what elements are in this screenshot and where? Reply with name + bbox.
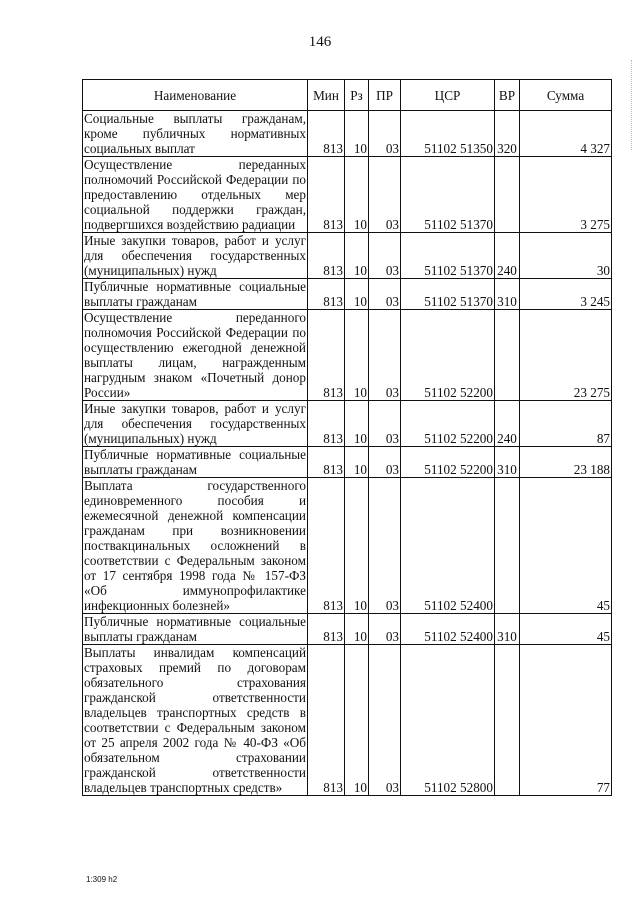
page-number: 146	[308, 34, 332, 50]
row-rz: 10	[345, 157, 369, 233]
table-header-row	[83, 80, 612, 111]
row-rz: 10	[345, 233, 369, 279]
row-vr: 310	[495, 447, 520, 478]
row-min: 813	[308, 310, 345, 401]
row-csr: 51102 52200	[401, 401, 495, 447]
row-name: Социальные выплаты гражданам, кроме публичных нормативных социальных выплат	[84, 111, 306, 156]
row-sum: 23 275	[520, 310, 612, 401]
table-row	[83, 157, 612, 233]
table-row	[83, 645, 612, 796]
row-min: 813	[308, 645, 345, 796]
header-csr: ЦСР	[401, 80, 495, 111]
row-min: 813	[308, 478, 345, 614]
row-rz: 10	[345, 645, 369, 796]
row-name: Публичные нормативные социальные выплаты гражданам	[84, 279, 306, 309]
row-sum: 23 188	[520, 447, 612, 478]
row-csr: 51102 52200	[401, 447, 495, 478]
row-csr: 51102 52400	[401, 614, 495, 645]
scan-artifact	[631, 60, 634, 150]
row-sum: 3 275	[520, 157, 612, 233]
row-csr: 51102 51370	[401, 233, 495, 279]
row-vr: 320	[495, 111, 520, 157]
row-min: 813	[308, 447, 345, 478]
row-sum: 87	[520, 401, 612, 447]
row-pr: 03	[369, 233, 401, 279]
row-rz: 10	[345, 111, 369, 157]
row-csr: 51102 52200	[401, 310, 495, 401]
row-sum: 45	[520, 614, 612, 645]
table-row	[83, 447, 612, 478]
row-min: 813	[308, 157, 345, 233]
table-row	[83, 614, 612, 645]
table-row	[83, 310, 612, 401]
row-pr: 03	[369, 111, 401, 157]
row-min: 813	[308, 614, 345, 645]
row-name: Осуществление переданных полномочий Российской Федерации по предоставлению отдельных мер социальной поддержки граждан, подвергшихся воздействию радиации	[84, 157, 306, 232]
row-pr: 03	[369, 401, 401, 447]
row-csr: 51102 51350	[401, 111, 495, 157]
row-min: 813	[308, 233, 345, 279]
row-min: 813	[308, 401, 345, 447]
row-pr: 03	[369, 645, 401, 796]
row-pr: 03	[369, 478, 401, 614]
row-name: Публичные нормативные социальные выплаты гражданам	[84, 614, 306, 644]
row-name: Иные закупки товаров, работ и услуг для обеспечения государственных (муниципальных) нужд	[84, 233, 306, 278]
header-pr: ПР	[369, 80, 401, 111]
row-rz: 10	[345, 401, 369, 447]
row-rz: 10	[345, 279, 369, 310]
row-vr	[495, 310, 520, 401]
row-pr: 03	[369, 310, 401, 401]
header-vr: ВР	[495, 80, 520, 111]
table-row	[83, 233, 612, 279]
row-vr: 310	[495, 614, 520, 645]
row-sum: 30	[520, 233, 612, 279]
header-min: Мин	[308, 80, 345, 111]
row-pr: 03	[369, 447, 401, 478]
row-min: 813	[308, 279, 345, 310]
table-row	[83, 401, 612, 447]
row-name: Иные закупки товаров, работ и услуг для обеспечения государственных (муниципальных) нужд	[84, 401, 306, 446]
header-name: Наименование	[83, 80, 308, 111]
row-vr: 240	[495, 233, 520, 279]
row-csr: 51102 52400	[401, 478, 495, 614]
row-rz: 10	[345, 310, 369, 401]
row-vr	[495, 478, 520, 614]
row-vr	[495, 645, 520, 796]
row-vr: 310	[495, 279, 520, 310]
row-rz: 10	[345, 447, 369, 478]
row-rz: 10	[345, 478, 369, 614]
budget-table	[82, 79, 612, 796]
row-csr: 51102 51370	[401, 279, 495, 310]
header-sum: Сумма	[520, 80, 612, 111]
row-sum: 77	[520, 645, 612, 796]
row-vr	[495, 157, 520, 233]
row-rz: 10	[345, 614, 369, 645]
row-pr: 03	[369, 157, 401, 233]
row-csr: 51102 52800	[401, 645, 495, 796]
row-name: Осуществление переданного полномочия Российской Федерации по осуществлению ежегодной денежной выплаты лицам, награжденным нагрудным знаком «Почетный донор России»	[84, 310, 306, 400]
row-sum: 45	[520, 478, 612, 614]
table-row	[83, 279, 612, 310]
row-name: Выплаты инвалидам компенсаций страховых премий по договорам обязательного страхования гражданской ответственности владельцев транспортных средств в соответствии с Федеральным законом от 25 апреля 2002 года № 40-ФЗ «Об обязательном страховании гражданской ответственности владельцев транспортных средств»	[84, 645, 306, 795]
table-row	[83, 111, 612, 157]
table-row	[83, 478, 612, 614]
header-rz: Рз	[345, 80, 369, 111]
row-name: Выплата государственного единовременного пособия и ежемесячной денежной компенсации гражданам при возникновении поствакцинальных осложнений в соответствии с Федеральным законом от 17 сентября 1998 года № 157-ФЗ «Об иммунопрофилактике инфекционных болезней»	[84, 478, 306, 613]
row-min: 813	[308, 111, 345, 157]
row-sum: 4 327	[520, 111, 612, 157]
row-pr: 03	[369, 614, 401, 645]
row-sum: 3 245	[520, 279, 612, 310]
row-vr: 240	[495, 401, 520, 447]
row-pr: 03	[369, 279, 401, 310]
row-csr: 51102 51370	[401, 157, 495, 233]
footer-code: 1:309 h2	[86, 875, 118, 884]
row-name: Публичные нормативные социальные выплаты гражданам	[84, 447, 306, 477]
